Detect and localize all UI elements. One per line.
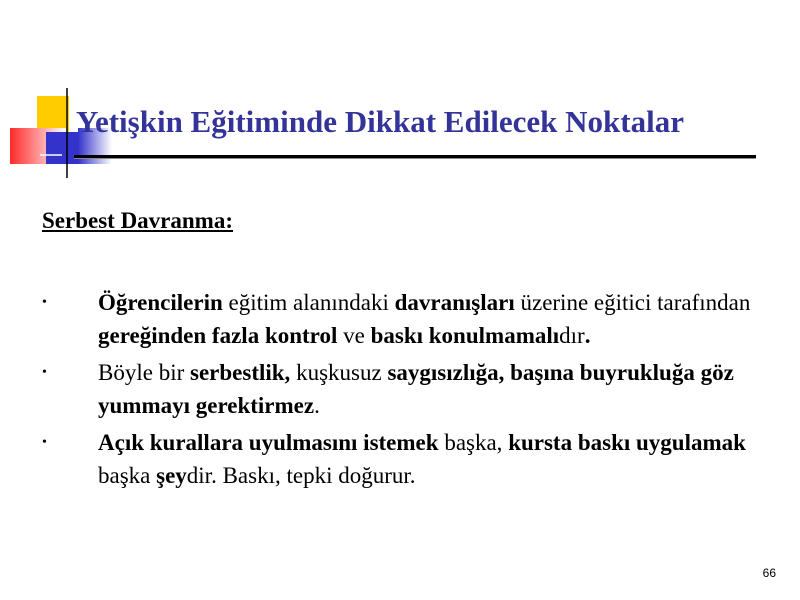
bullet-item [42,426,782,492]
bold-text-run: Öğrencilerin [98,290,223,315]
text-run: eğitim alanındaki [222,290,395,315]
text-run: ve [337,323,371,348]
bold-text-run: kursta baskı uygulamak [508,430,746,455]
blue-square [46,132,78,164]
text-run: üzerine eğitici tarafından [514,290,751,315]
text-run: kuşkusuz [290,360,388,385]
yellow-square [37,96,69,132]
bold-text-run: saygısızlığa, başına buyrukluğa göz yummayı gerektirmez [98,360,734,418]
text-run: başka [98,463,157,488]
bold-text-run: gereğinden fazla kontrol [98,323,338,348]
text-run: dir. Baskı, tepki doğurur. [186,463,416,488]
bullet-marker: • [42,365,47,380]
section-heading: Serbest Davranma: [42,208,233,233]
bold-text-run: serbestlik, [190,360,291,385]
bullet-marker: • [42,295,47,310]
bold-text-run: . [584,323,591,348]
bold-text-run: davranışları [394,290,515,315]
bullet-list [42,286,782,496]
slide-title: Yetişkin Eğitiminde Dikkat Edilecek Noktalar [76,104,684,139]
text-run: Böyle bir [98,360,190,385]
text-run: başka, [438,430,509,455]
text-run: dır [559,323,585,348]
page-number: 66 [762,566,776,580]
text-run: . [314,393,320,418]
bullet-marker: • [42,435,47,450]
bullet-item [42,356,782,422]
bold-text-run: şey [156,463,187,488]
bullet-item [42,286,782,352]
title-underline-shadow [74,158,756,159]
bold-text-run: Açık kurallara uyulmasını istemek [98,430,439,455]
bold-text-run: baskı konulmamalı [370,323,560,348]
